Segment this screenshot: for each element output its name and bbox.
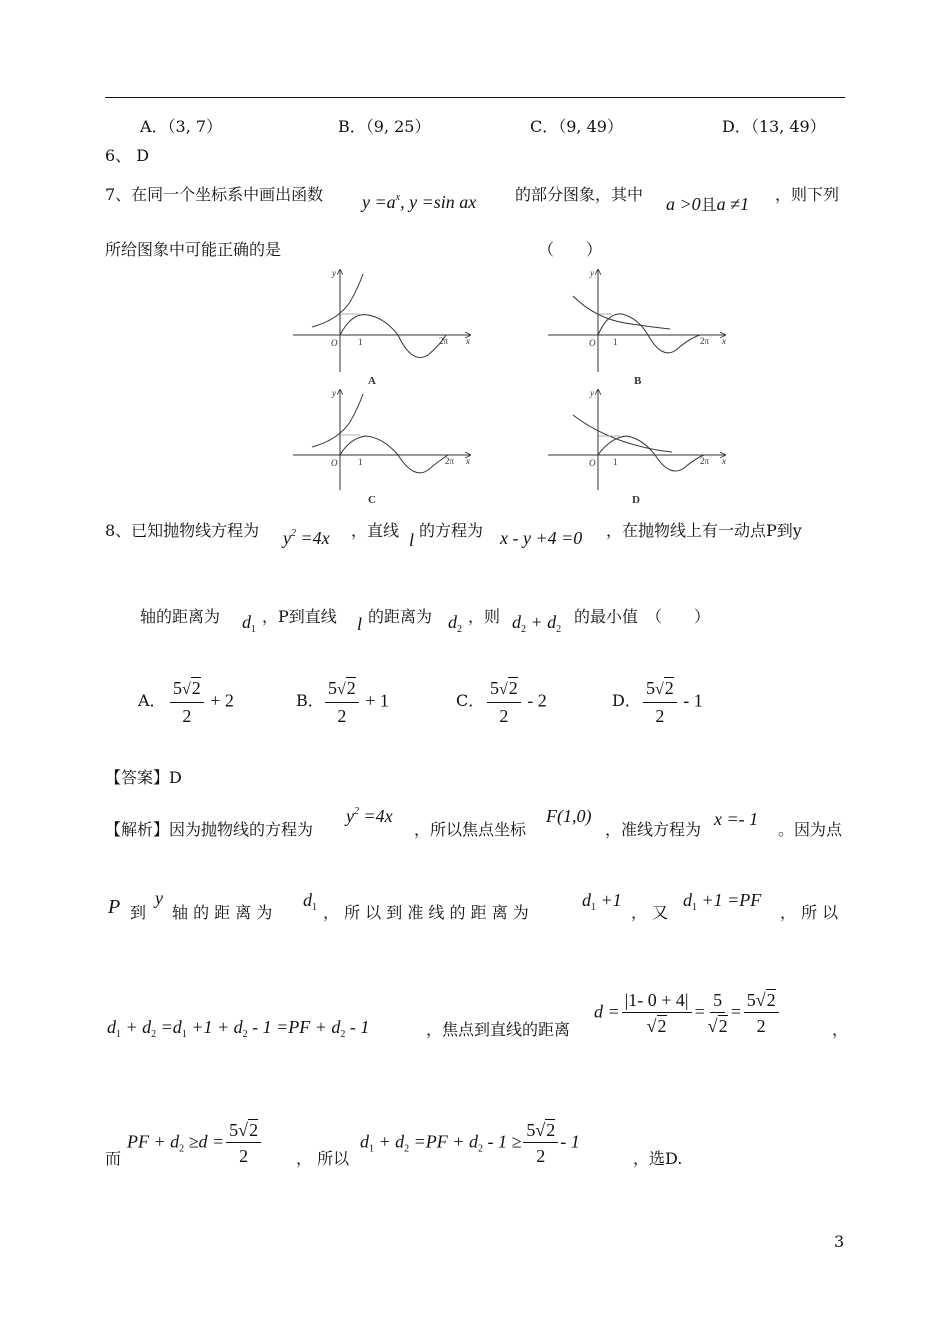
q8-option-b-label: B． [296,691,324,710]
q8-text-6: ，P到直线 [262,607,337,626]
analysis-text-3: ，准线方程为 [605,820,702,839]
q8-line-l: l [409,530,415,550]
graph-a-tick-1: 1 [358,337,363,347]
q6-answer: 6、 D [105,146,150,165]
analysis-d1-eq-pf: $d_1 +1 =PF$ [683,890,762,913]
graph-a-label: A [368,375,376,387]
graph-a-sin-curve [340,315,446,358]
q7-text-1: 7、在同一个坐标系中画出函数 [105,185,324,204]
graph-c-label: C [368,494,376,506]
graph-b-y-label: y [590,268,594,278]
graph-d-origin: O [589,458,596,468]
graph-b-exp-curve [573,296,670,329]
q7-text-3: ，则下列 [775,185,840,204]
q8-option-d-expr: $\frac{5√2}{2}$ - 1 [641,676,703,729]
analysis-point-p: P [108,896,121,918]
q7-formula-functions: $y =a^x$, y =sin ax [362,192,477,212]
graph-b-origin: O [589,338,596,348]
analysis-sum-expr: $d_1 + d_2 =d_1 +1 + d_2 - 1 =PF + d_2 - 1$ [107,1017,370,1040]
q7-text-4: 所给图象中可能正确的是 [105,240,282,259]
analysis-d1: $d_1$ [303,890,317,913]
q7-answer-paren: （ ） [538,240,603,259]
analysis-focus: F(1,0) [546,806,592,826]
q8-text-9: 的最小值 （ ） [574,607,711,626]
q8-formula-line: x - y +4 =0 [500,528,583,548]
analysis-y: y [155,888,163,908]
analysis-distance-expr: d = $\frac{|1- 0 + 4|}{√2}$ = $\frac{5}{√2}$ = $\frac{5√2}{2}$ [594,988,781,1039]
q5-option-c: C．（9, 49） [530,117,623,136]
q8-text-8: ，则 [468,607,501,626]
q8-text-2: ，直线 [351,521,400,540]
answer-line: 【答案】D [105,768,182,787]
q8-option-c-expr: $\frac{5√2}{2}$ - 2 [485,676,547,729]
q8-d1: $d_1$ [242,612,256,635]
analysis-ineq-2: $d_1 + d_2 =PF + d_2 - 1$ ≥ $\frac{5√2}{2}$ - 1 [360,1120,580,1166]
analysis-formula-parabola: $y^2 =4x$ [346,806,393,826]
q8-text-3: 的方程为 [419,521,484,540]
analysis-text-7: ， 所 以 到 准 线 的 距 离 为 [323,903,529,922]
analysis-text-5: 到 [130,903,147,922]
graph-c-tick-1: 1 [358,457,363,467]
analysis-text-8: ， 又 [631,903,669,922]
q8-formula-parabola: $y^2 =4x$ [283,528,330,548]
q7-formula-condition: a >0且a ≠1 [666,194,750,214]
analysis-directrix: x =- 1 [714,809,759,829]
graph-c-y-label: y [332,388,336,398]
q8-line-l-2: l [357,614,363,634]
graph-b-sin-curve [598,314,700,353]
graph-c-tick-2pi: 2π [445,456,455,466]
graph-a-exp-curve [312,274,363,327]
graph-b-tick-1: 1 [613,337,618,347]
q8-text-7: 的距离为 [368,607,433,626]
q8-text-4: ，在抛物线上有一动点P到y [606,521,802,540]
q8-text-5: 轴的距离为 [140,607,221,626]
analysis-text-4: 。因为点 [778,820,843,839]
q8-text-1: 8、已知抛物线方程为 [105,521,260,540]
graph-c-sin-curve [340,436,448,473]
graph-c-origin: O [331,458,338,468]
graph-b-label: B [634,375,642,387]
q8-d2: $d_2$ [448,612,462,635]
q5-option-d: D．（13, 49） [722,117,826,136]
graph-d-label: D [632,494,640,506]
graph-a-x-label: x [466,336,470,346]
graph-d-tick-2pi: 2π [700,456,710,466]
q8-option-d-label: D． [612,691,641,710]
graph-d-y-label: y [590,388,594,398]
analysis-text-11: ， [832,1020,849,1039]
analysis-text-6: 轴 的 距 离 为 [172,903,273,922]
analysis-text-14: ，选D. [633,1149,683,1168]
q8-d2-plus-d2: $d_2 + d_2$ [512,612,562,635]
graph-a-y-label: y [332,268,336,278]
graph-b-x-label: x [722,336,726,346]
q8-option-a-expr: $\frac{5√2}{2}$ + 2 [168,676,234,729]
analysis-text-2: ，所以焦点坐标 [414,820,527,839]
graph-d-exp-curve [573,415,672,452]
graph-d-tick-1: 1 [613,457,618,467]
graph-d-x-label: x [722,456,726,466]
q8-option-a-label: A． [138,691,166,710]
q7-graphs [0,0,950,520]
q8-option-c-label: C． [456,691,485,710]
q7-text-2: 的部分图象，其中 [515,185,644,204]
graph-c-x-label: x [466,456,470,466]
graph-a-tick-2pi: 2π [439,336,449,346]
analysis-text-10: ，焦点到直线的距离 [426,1020,571,1039]
analysis-text-1: 【解析】因为抛物线的方程为 [105,820,314,839]
q8-option-b-expr: $\frac{5√2}{2}$ + 1 [323,676,389,729]
analysis-d1-plus-1: $d_1 +1$ [582,890,622,913]
analysis-text-12: 而 [105,1149,122,1168]
analysis-text-9: ， 所 以 [780,903,839,922]
graph-a-origin: O [331,338,338,348]
graph-b-tick-2pi: 2π [700,336,710,346]
analysis-ineq-1: PF + $d_2 \ge d$ = $\frac{5√2}{2}$ [127,1118,263,1169]
analysis-text-13: ， 所以 [296,1149,350,1168]
q5-option-a: A．（3, 7） [140,117,223,136]
page-number: 3 [834,1232,845,1251]
q5-option-b: B．（9, 25） [338,117,431,136]
